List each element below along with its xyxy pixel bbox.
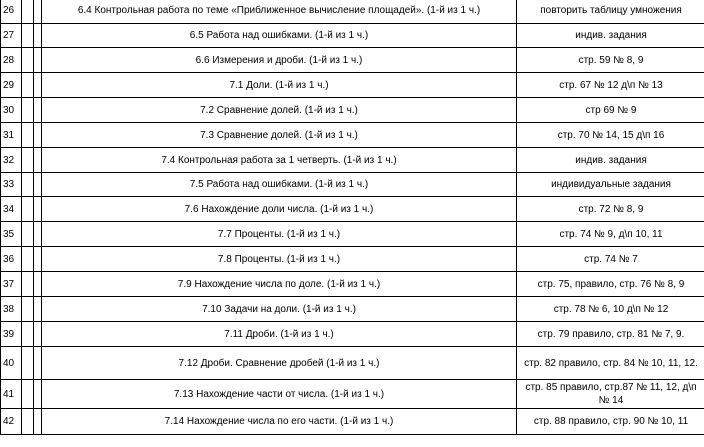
empty-cell (34, 322, 42, 347)
lesson-number: 33 (1, 173, 22, 197)
lesson-topic: 6.6 Измерения и дроби. (1-й из 1 ч.) (42, 48, 517, 73)
lesson-number: 41 (1, 380, 22, 409)
homework-cell: стр 69 № 9 (517, 98, 704, 123)
empty-cell (34, 297, 42, 322)
empty-cell (22, 380, 34, 409)
homework-cell: повторить таблицу умножения (517, 0, 704, 24)
lesson-topic: 7.8 Проценты. (1-й из 1 ч.) (42, 247, 517, 272)
lesson-topic: 7.12 Дроби. Сравнение дробей (1-й из 1 ч.) (42, 347, 517, 380)
empty-cell (22, 409, 34, 435)
lesson-topic: 7.9 Нахождение числа по доле. (1-й из 1 ч.) (42, 272, 517, 297)
lesson-topic: 6.5 Работа над ошибками. (1-й из 1 ч.) (42, 24, 517, 48)
lesson-number: 30 (1, 98, 22, 123)
empty-cell (34, 347, 42, 380)
lesson-number: 26 (1, 0, 22, 24)
empty-cell (22, 347, 34, 380)
empty-cell (34, 24, 42, 48)
lesson-number: 35 (1, 222, 22, 247)
empty-cell (34, 197, 42, 222)
lesson-number: 34 (1, 197, 22, 222)
lesson-number: 27 (1, 24, 22, 48)
lesson-number: 40 (1, 347, 22, 380)
homework-cell: стр. 82 правило, стр. 84 № 10, 11, 12. (517, 347, 704, 380)
table-row (1, 123, 704, 148)
empty-cell (34, 272, 42, 297)
empty-cell (34, 123, 42, 148)
empty-cell (22, 222, 34, 247)
lesson-topic: 7.7 Проценты. (1-й из 1 ч.) (42, 222, 517, 247)
table-row (1, 73, 704, 98)
empty-cell (34, 222, 42, 247)
homework-cell: стр. 74 № 9, д\п 10, 11 (517, 222, 704, 247)
table-row (1, 297, 704, 322)
lesson-topic: 7.14 Нахождение числа по его части. (1-й из 1 ч.) (42, 409, 517, 435)
homework-cell: стр. 74 № 7 (517, 247, 704, 272)
homework-cell: индив. задания (517, 24, 704, 48)
empty-cell (34, 247, 42, 272)
empty-cell (22, 148, 34, 173)
lesson-number: 38 (1, 297, 22, 322)
homework-cell: стр. 70 № 14, 15 д\п 16 (517, 123, 704, 148)
table-row (1, 272, 704, 297)
table-row (1, 380, 704, 409)
lesson-topic: 7.4 Контрольная работа за 1 четверть. (1-й из 1 ч.) (42, 148, 517, 173)
homework-cell: индив. задания (517, 148, 704, 173)
homework-cell: стр. 78 № 6, 10 д\п № 12 (517, 297, 704, 322)
empty-cell (34, 173, 42, 197)
table-row (1, 173, 704, 197)
homework-cell: стр. 72 № 8, 9 (517, 197, 704, 222)
lesson-topic: 7.6 Нахождение доли числа. (1-й из 1 ч.) (42, 197, 517, 222)
empty-cell (22, 297, 34, 322)
empty-cell (34, 148, 42, 173)
table-row (1, 0, 704, 24)
lesson-topic: 7.3 Сравнение долей. (1-й из 1 ч.) (42, 123, 517, 148)
table-row (1, 247, 704, 272)
lesson-topic: 7.10 Задачи на доли. (1-й из 1 ч.) (42, 297, 517, 322)
empty-cell (34, 380, 42, 409)
empty-cell (34, 73, 42, 98)
empty-cell (22, 322, 34, 347)
empty-cell (22, 197, 34, 222)
empty-cell (22, 98, 34, 123)
lesson-number: 28 (1, 48, 22, 73)
lesson-number: 32 (1, 148, 22, 173)
empty-cell (22, 24, 34, 48)
table-row (1, 148, 704, 173)
homework-cell: стр. 67 № 12 д\п № 13 (517, 73, 704, 98)
table-row (1, 409, 704, 435)
lesson-number: 39 (1, 322, 22, 347)
lesson-topic: 7.5 Работа над ошибками. (1-й из 1 ч.) (42, 173, 517, 197)
lesson-number: 31 (1, 123, 22, 148)
empty-cell (22, 123, 34, 148)
lesson-topic: 7.13 Нахождение части от числа. (1-й из 1 ч.) (42, 380, 517, 409)
table-row (1, 322, 704, 347)
homework-cell: индивидуальные задания (517, 173, 704, 197)
homework-cell: стр. 75, правило, стр. 76 № 8, 9 (517, 272, 704, 297)
lesson-number: 36 (1, 247, 22, 272)
homework-cell: стр. 79 правило, стр. 81 № 7, 9. (517, 322, 704, 347)
lesson-number: 42 (1, 409, 22, 435)
table-row (1, 24, 704, 48)
lesson-topic: 6.4 Контрольная работа по теме «Приближенное вычисление площадей». (1-й из 1 ч.) (42, 0, 517, 24)
empty-cell (34, 0, 42, 24)
table-row (1, 197, 704, 222)
lesson-topic: 7.11 Дроби. (1-й из 1 ч.) (42, 322, 517, 347)
empty-cell (34, 98, 42, 123)
table-row (1, 48, 704, 73)
empty-cell (34, 409, 42, 435)
empty-cell (22, 0, 34, 24)
empty-cell (22, 48, 34, 73)
lesson-topic: 7.1 Доли. (1-й из 1 ч.) (42, 73, 517, 98)
empty-cell (22, 247, 34, 272)
empty-cell (22, 173, 34, 197)
homework-cell: стр. 88 правило, стр. 90 № 10, 11 (517, 409, 704, 435)
lesson-number: 29 (1, 73, 22, 98)
table-row (1, 222, 704, 247)
lesson-topic: 7.2 Сравнение долей. (1-й из 1 ч.) (42, 98, 517, 123)
empty-cell (22, 272, 34, 297)
homework-cell: стр. 59 № 8, 9 (517, 48, 704, 73)
empty-cell (22, 73, 34, 98)
table-body (1, 0, 704, 435)
table-row (1, 98, 704, 123)
lesson-number: 37 (1, 272, 22, 297)
table-row (1, 347, 704, 380)
empty-cell (34, 48, 42, 73)
homework-cell: стр. 85 правило, стр.87 № 11, 12, д\п № 14 (517, 380, 704, 409)
